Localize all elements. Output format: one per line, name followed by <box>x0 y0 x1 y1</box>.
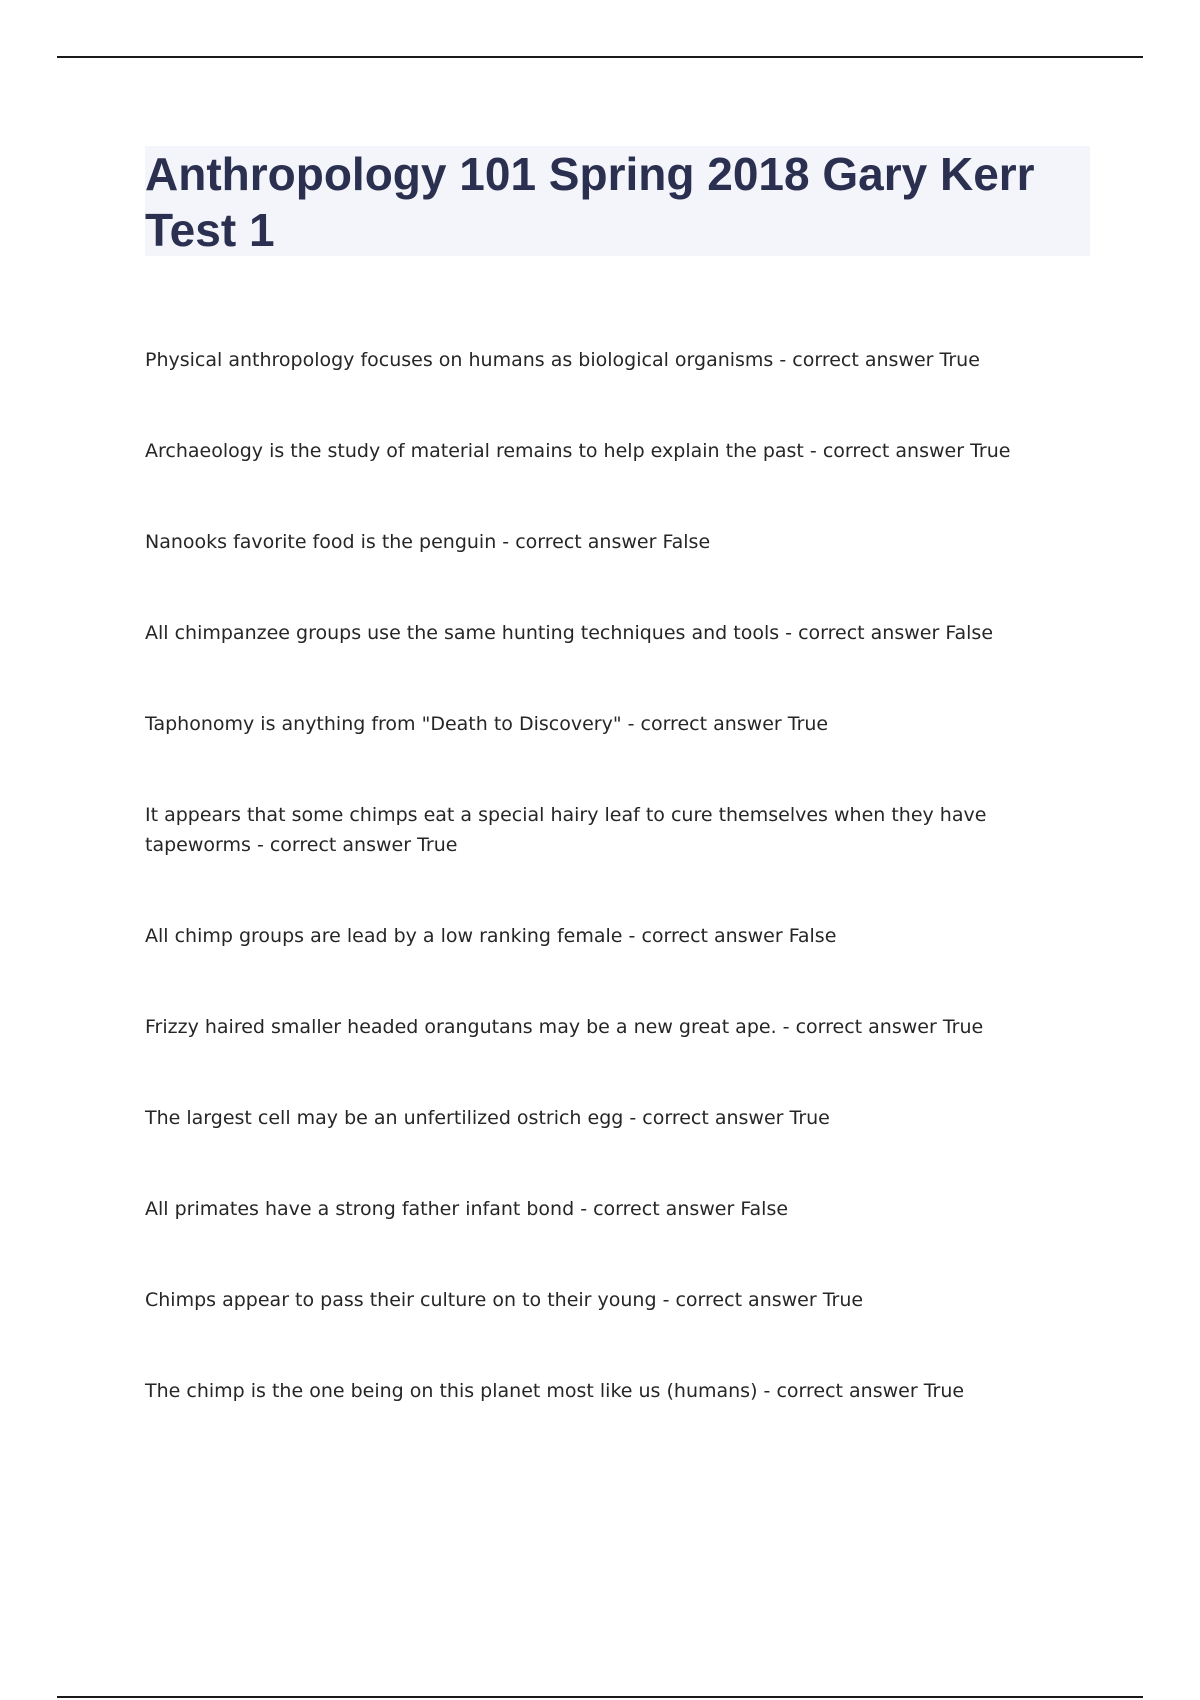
top-rule <box>57 56 1143 58</box>
answer-prefix: correct answer <box>515 531 657 553</box>
question-item: All chimpanzee groups use the same hunting techniques and tools - correct answer False <box>145 622 994 644</box>
answer-prefix: correct answer <box>675 1289 817 1311</box>
question-text: All primates have a strong father infant bond <box>145 1198 575 1220</box>
question-text: All chimp groups are lead by a low ranking female <box>145 925 623 947</box>
question-item: It appears that some chimps eat a special hairy leaf to cure themselves when they have tapeworms - correct answer True <box>145 804 987 856</box>
answer-value: True <box>923 1380 965 1402</box>
question-item: All primates have a strong father infant bond - correct answer False <box>145 1198 789 1220</box>
answer-prefix: correct answer <box>798 622 940 644</box>
question-item: Frizzy haired smaller headed orangutans may be a new great ape. - correct answer True <box>145 1016 984 1038</box>
answer-prefix: correct answer <box>641 925 783 947</box>
question-item: Physical anthropology focuses on humans as biological organisms - correct answer True <box>145 349 980 371</box>
question-text: The largest cell may be an unfertilized ostrich egg <box>145 1107 624 1129</box>
answer-prefix: correct answer <box>822 440 965 462</box>
question-text: Chimps appear to pass their culture on to their young <box>145 1289 657 1311</box>
answer-prefix: correct answer <box>792 349 934 371</box>
answer-prefix: correct answer <box>269 834 412 856</box>
document-title: Anthropology 101 Spring 2018 Gary Kerr Test 1 <box>145 148 1035 256</box>
answer-value: False <box>740 1198 789 1220</box>
question-list <box>145 345 1090 1467</box>
question-text: All chimpanzee groups use the same hunting techniques and tools <box>145 622 780 644</box>
question-text: Archaeology is the study of material remains to help explain the past <box>145 440 804 462</box>
answer-value: False <box>945 622 994 644</box>
question-item: The chimp is the one being on this planet most like us (humans) - correct answer True <box>145 1380 965 1402</box>
question-text: Nanooks favorite food is the penguin <box>145 531 497 553</box>
answer-value: True <box>789 1107 830 1129</box>
question-text: Taphonomy is anything from "Death to Discovery" <box>145 713 622 735</box>
answer-prefix: correct answer <box>642 1107 784 1129</box>
answer-prefix: correct answer <box>776 1380 918 1402</box>
question-text: Physical anthropology focuses on humans as biological organisms <box>145 349 774 371</box>
question-item: Taphonomy is anything from "Death to Discovery" - correct answer True <box>145 713 829 735</box>
answer-value: True <box>939 349 980 371</box>
question-item: The largest cell may be an unfertilized ostrich egg - correct answer True <box>145 1107 830 1129</box>
question-text: The chimp is the one being on this planet most like us (humans) <box>145 1380 758 1402</box>
answer-value: True <box>787 713 829 735</box>
question-item: Chimps appear to pass their culture on to their young - correct answer True <box>145 1289 864 1311</box>
answer-value: True <box>822 1289 864 1311</box>
answer-value: True <box>417 834 458 856</box>
title-block <box>145 146 1090 256</box>
question-item: Nanooks favorite food is the penguin - correct answer False <box>145 531 711 553</box>
answer-value: False <box>662 531 711 553</box>
answer-prefix: correct answer <box>795 1016 937 1038</box>
question-text: Frizzy haired smaller headed orangutans may be a new great ape. <box>145 1016 777 1038</box>
answer-value: True <box>970 440 1011 462</box>
question-item: All chimp groups are lead by a low ranking female - correct answer False <box>145 925 837 947</box>
answer-prefix: correct answer <box>640 713 782 735</box>
bottom-rule <box>57 1696 1143 1698</box>
answer-value: False <box>788 925 837 947</box>
question-text: It appears that some chimps eat a special hairy leaf to cure themselves when they have tapeworms <box>145 804 987 856</box>
answer-value: True <box>942 1016 984 1038</box>
question-item: Archaeology is the study of material remains to help explain the past - correct answer True <box>145 440 1011 462</box>
answer-prefix: correct answer <box>593 1198 735 1220</box>
